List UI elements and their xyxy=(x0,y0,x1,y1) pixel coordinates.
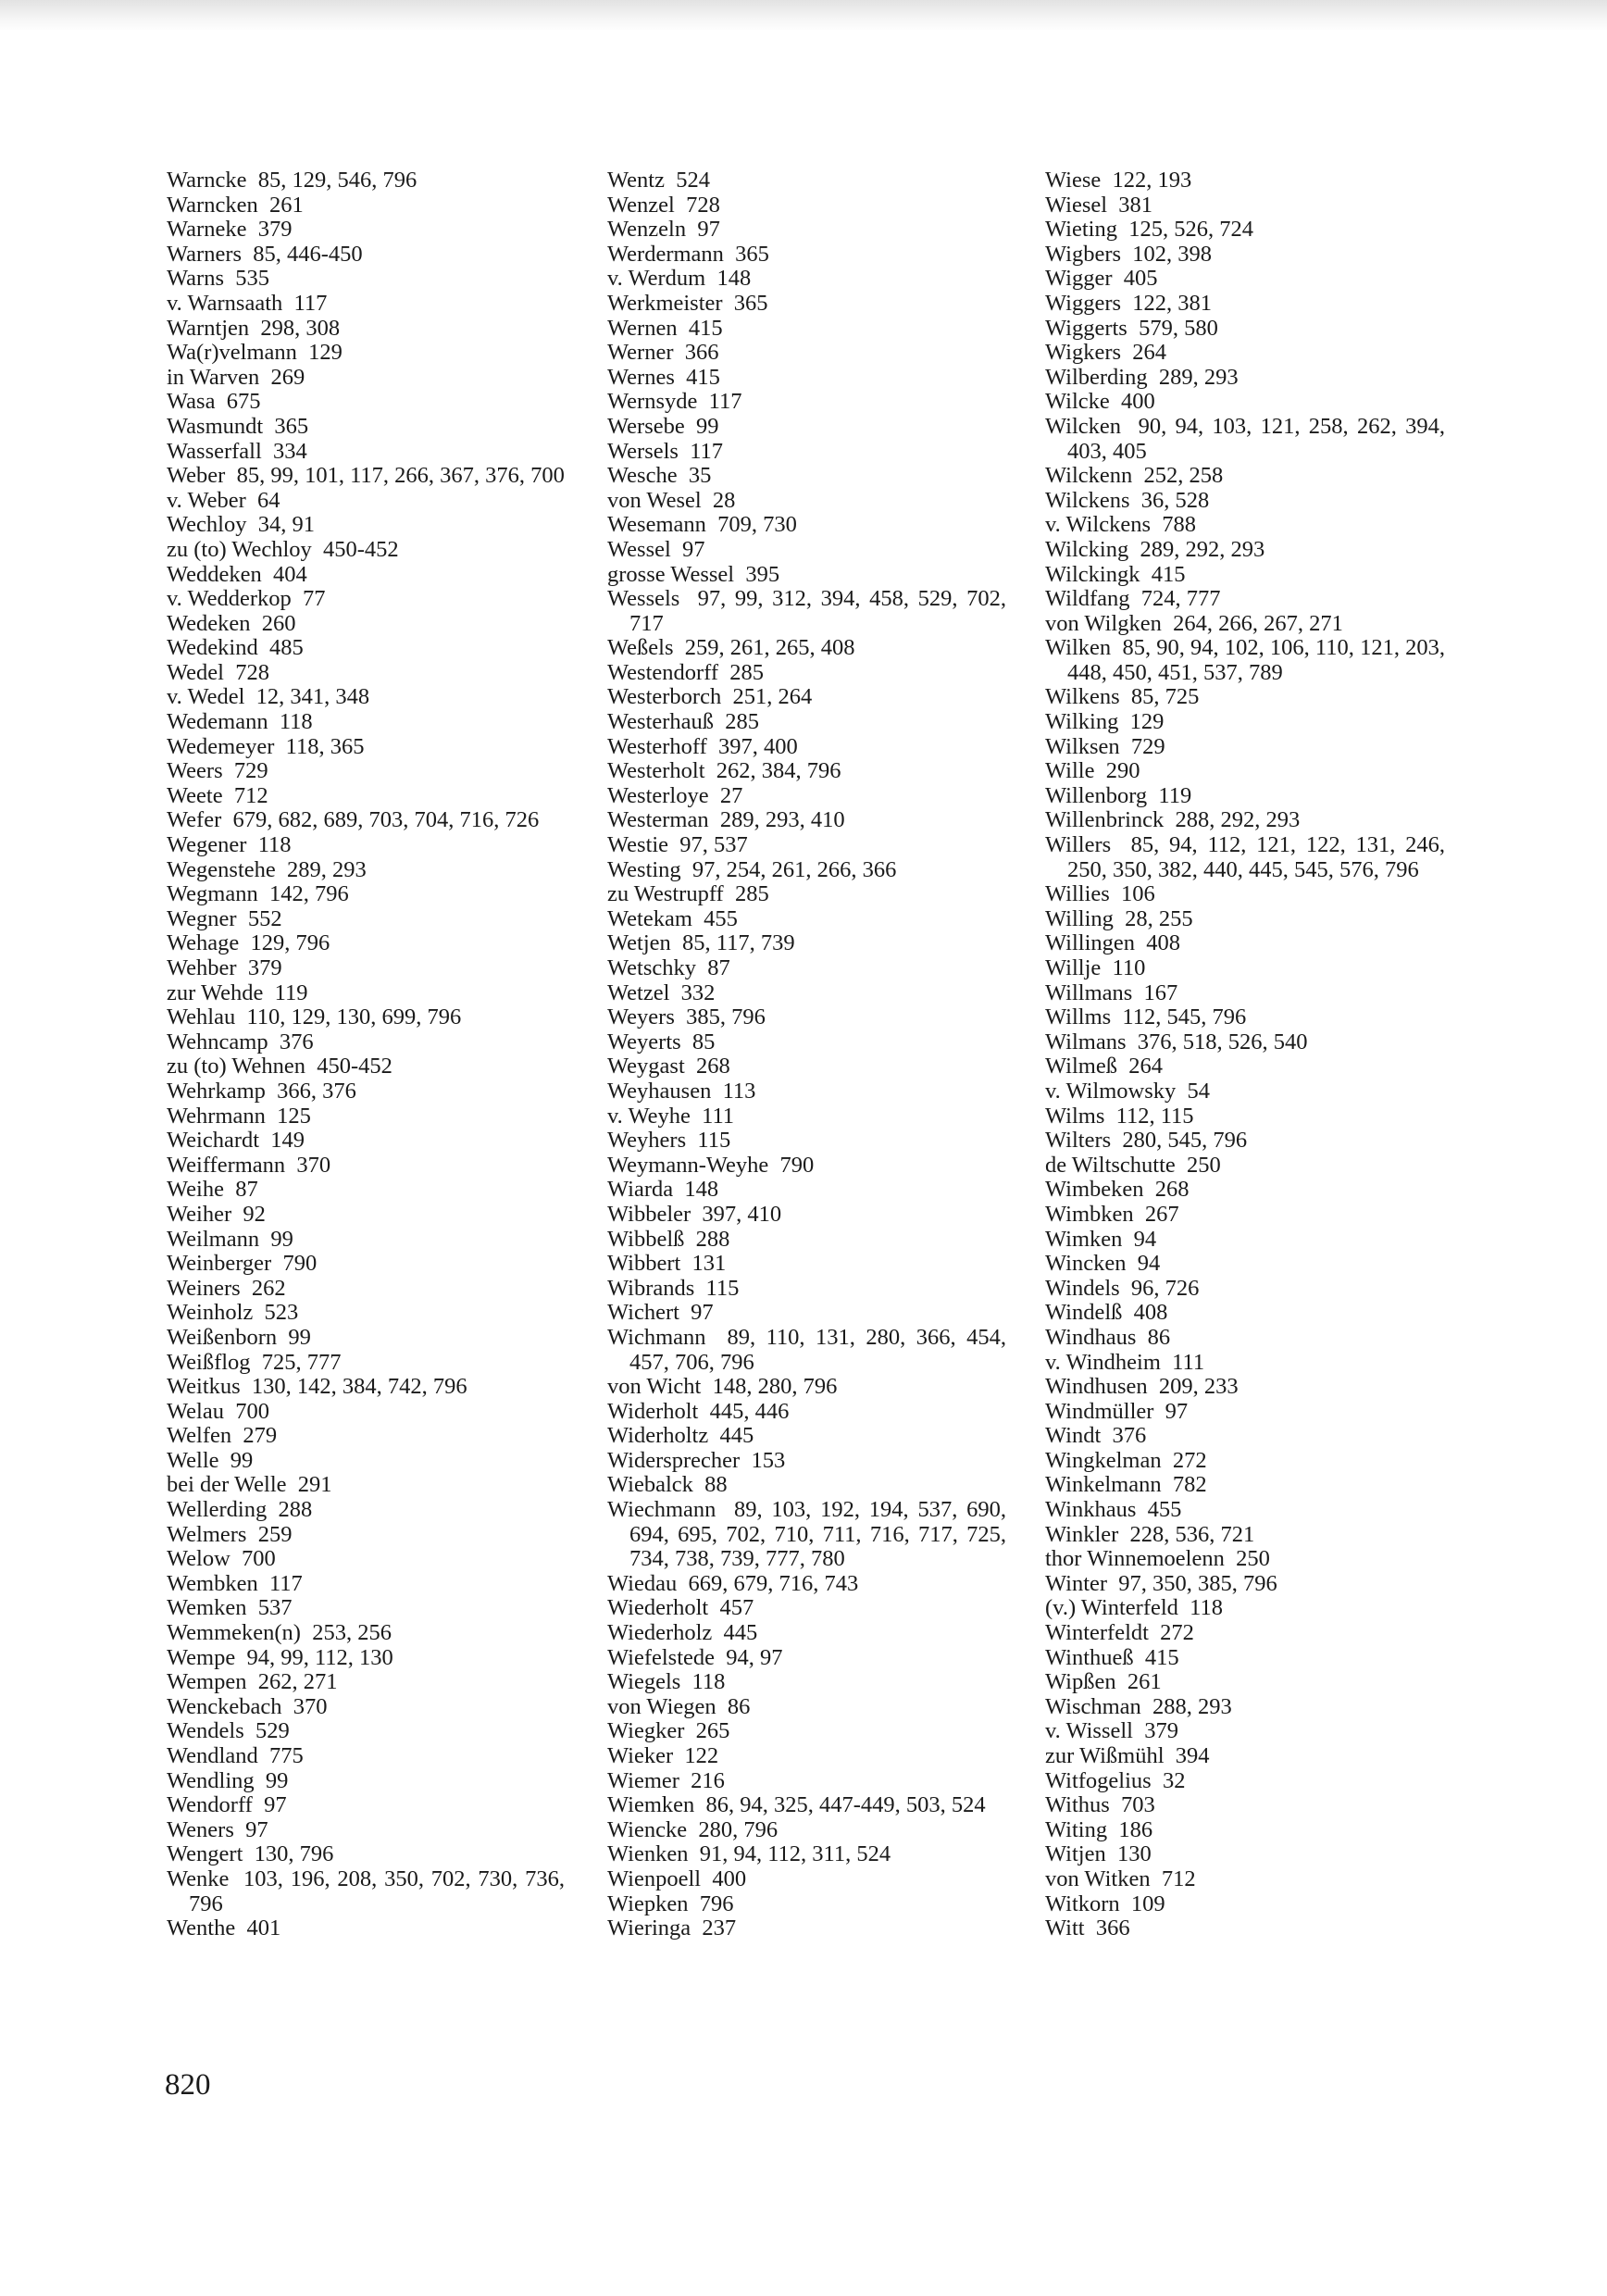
index-entry: Wilcken 90, 94, 103, 121, 258, 262, 394, 403, 405 xyxy=(1045,413,1451,464)
index-entry: Wernes 415 xyxy=(607,364,720,390)
index-entry: Windhaus 86 xyxy=(1045,1324,1171,1350)
index-entry: Weiners 262 xyxy=(167,1275,286,1301)
index-entry: Wimken 94 xyxy=(1045,1226,1157,1252)
index-entry: Windmüller 97 xyxy=(1045,1398,1189,1424)
index-entry: Windt 376 xyxy=(1045,1423,1147,1449)
index-entry: Witkorn 109 xyxy=(1045,1890,1165,1916)
index-entry: Wieker 122 xyxy=(607,1743,719,1768)
index-entry: v. Wissell 379 xyxy=(1045,1718,1178,1744)
index-entry: Wibbeler 397, 410 xyxy=(607,1201,782,1227)
index-entry: Weddeken 404 xyxy=(167,561,307,587)
index-entry: Wa(r)velmann 129 xyxy=(167,340,343,366)
index-entry: zu (to) Wehnen 450-452 xyxy=(167,1054,392,1079)
index-entry: Wenke 103, 196, 208, 350, 702, 730, 736, 796 xyxy=(167,1866,571,1916)
index-entry: Wentz 524 xyxy=(607,168,710,193)
index-entry: Wibbert 131 xyxy=(607,1251,727,1277)
index-entry: Wiederholt 457 xyxy=(607,1595,754,1621)
index-entry: Winthueß 415 xyxy=(1045,1644,1179,1670)
index-entry: Windels 96, 726 xyxy=(1045,1275,1200,1301)
index-entry: Wiarda 148 xyxy=(607,1177,719,1203)
index-entry: Wernen 415 xyxy=(607,315,723,341)
index-entry: Wetekam 455 xyxy=(607,905,738,931)
index-entry: Westerman 289, 293, 410 xyxy=(607,807,845,833)
index-entry: Wincken 94 xyxy=(1045,1251,1161,1277)
index-entry: Wiggerts 579, 580 xyxy=(1045,315,1218,341)
index-entry: Willje 110 xyxy=(1045,955,1146,980)
index-entry: Wegner 552 xyxy=(167,905,282,931)
index-entry: Wilcking 289, 292, 293 xyxy=(1045,536,1265,562)
index-entry: Wegener 118 xyxy=(167,832,292,858)
index-entry: Weers 729 xyxy=(167,758,268,784)
index-entry: Wiedau 669, 679, 716, 743 xyxy=(607,1570,859,1596)
index-entry: Wilken 85, 90, 94, 102, 106, 110, 121, 203, 448, 450, 451, 537, 789 xyxy=(1045,635,1451,685)
index-entry: Weyers 385, 796 xyxy=(607,1004,766,1030)
index-entry: v. Windheim 111 xyxy=(1045,1349,1205,1375)
index-entry: Witt 366 xyxy=(1045,1915,1130,1941)
index-entry: zu Westrupff 285 xyxy=(607,881,769,907)
index-entry: (v.) Winterfeld 118 xyxy=(1045,1595,1224,1621)
index-entry: Wilkens 85, 725 xyxy=(1045,684,1200,710)
index-entry: Wehncamp 376 xyxy=(167,1029,314,1054)
index-entry: Windhusen 209, 233 xyxy=(1045,1374,1239,1400)
index-entry: Wedeken 260 xyxy=(167,610,296,636)
index-entry: Winter 97, 350, 385, 796 xyxy=(1045,1570,1277,1596)
index-entry: Wefer 679, 682, 689, 703, 704, 716, 726 xyxy=(167,807,540,833)
index-entry: Wieringa 237 xyxy=(607,1915,737,1941)
index-entry: Westerhauß 285 xyxy=(607,709,760,735)
index-entry: Weßels 259, 261, 265, 408 xyxy=(607,635,855,661)
index-entry: Wilckenn 252, 258 xyxy=(1045,463,1224,489)
index-entry: Willenborg 119 xyxy=(1045,782,1192,808)
index-entry: Winkler 228, 536, 721 xyxy=(1045,1521,1255,1547)
index-column-1 xyxy=(167,168,571,1941)
index-entry: Wienpoell 400 xyxy=(607,1866,747,1891)
index-entry: Wellerding 288 xyxy=(167,1497,313,1523)
index-entry: Wille 290 xyxy=(1045,758,1140,784)
index-entry: Wiese 122, 193 xyxy=(1045,168,1192,193)
index-entry: thor Winnemoelenn 250 xyxy=(1045,1546,1270,1572)
index-entry: Wilmans 376, 518, 526, 540 xyxy=(1045,1029,1308,1054)
index-entry: Weyerts 85 xyxy=(607,1029,716,1054)
index-entry: Widersprecher 153 xyxy=(607,1447,786,1473)
index-entry: Wiebalck 88 xyxy=(607,1472,728,1498)
index-entry: Wedekind 485 xyxy=(167,635,304,661)
index-entry: v. Weber 64 xyxy=(167,487,280,513)
index-entry: Winkelmann 782 xyxy=(1045,1472,1207,1498)
index-entry: Weyhers 115 xyxy=(607,1128,731,1154)
index-entry: Wempe 94, 99, 112, 130 xyxy=(167,1644,393,1670)
index-column-2 xyxy=(607,168,1013,1941)
index-entry: v. Wedel 12, 341, 348 xyxy=(167,684,370,710)
index-entry: in Warven 269 xyxy=(167,364,305,390)
index-entry: von Wesel 28 xyxy=(607,487,736,513)
index-entry: Wibrands 115 xyxy=(607,1275,740,1301)
index-entry: Wetjen 85, 117, 739 xyxy=(607,930,795,956)
index-entry: Weihe 87 xyxy=(167,1177,258,1203)
index-entry: Wibbelß 288 xyxy=(607,1226,730,1252)
index-entry: Wilking 129 xyxy=(1045,709,1165,735)
index-entry: Weichardt 149 xyxy=(167,1128,305,1154)
index-entry: Wimbken 267 xyxy=(1045,1201,1179,1227)
index-column-3 xyxy=(1045,168,1451,1941)
index-entry: Wehlau 110, 129, 130, 699, 796 xyxy=(167,1004,462,1030)
index-entry: Wemmeken(n) 253, 256 xyxy=(167,1620,392,1646)
index-entry: Wersebe 99 xyxy=(607,413,719,439)
index-entry: Widerholtz 445 xyxy=(607,1423,754,1449)
index-entry: Westerholt 262, 384, 796 xyxy=(607,758,841,784)
index-entry: Wenzeln 97 xyxy=(607,217,720,243)
index-entry: Weißflog 725, 777 xyxy=(167,1349,342,1375)
index-entry: zur Wehde 119 xyxy=(167,980,308,1005)
index-entry: Wilmeß 264 xyxy=(1045,1054,1163,1079)
index-entry: Weitkus 130, 142, 384, 742, 796 xyxy=(167,1374,467,1400)
index-entry: Wigbers 102, 398 xyxy=(1045,241,1213,267)
index-entry: Wessels 97, 99, 312, 394, 458, 529, 702, 717 xyxy=(607,586,1013,636)
index-entry: v. Wilmowsky 54 xyxy=(1045,1078,1211,1104)
index-entry: Wesemann 709, 730 xyxy=(607,512,797,538)
index-entry: Wegmann 142, 796 xyxy=(167,881,349,907)
index-entry: Wendorff 97 xyxy=(167,1792,287,1818)
index-entry: Weners 97 xyxy=(167,1816,268,1842)
index-entry: Wenthe 401 xyxy=(167,1915,281,1941)
index-entry: Wiederholz 445 xyxy=(607,1620,758,1646)
index-entry: Wendels 529 xyxy=(167,1718,290,1744)
index-entry: Warncke 85, 129, 546, 796 xyxy=(167,168,417,193)
index-entry: Witjen 130 xyxy=(1045,1841,1152,1867)
index-entry: Werkmeister 365 xyxy=(607,290,768,316)
index-entry: Willing 28, 255 xyxy=(1045,905,1193,931)
index-entry: Widerholt 445, 446 xyxy=(607,1398,790,1424)
index-entry: Wernsyde 117 xyxy=(607,389,742,415)
index-entry: Wienken 91, 94, 112, 311, 524 xyxy=(607,1841,891,1867)
index-entry: Wigkers 264 xyxy=(1045,340,1167,366)
index-entry: Willms 112, 545, 796 xyxy=(1045,1004,1247,1030)
index-entry: Wimbeken 268 xyxy=(1045,1177,1190,1203)
index-entry: Wendling 99 xyxy=(167,1767,289,1793)
index-entry: Wilckens 36, 528 xyxy=(1045,487,1210,513)
index-entry: Wengert 130, 796 xyxy=(167,1841,334,1867)
index-entry: Wingkelman 272 xyxy=(1045,1447,1207,1473)
index-entry: v. Wilckens 788 xyxy=(1045,512,1197,538)
index-entry: Wegenstehe 289, 293 xyxy=(167,856,367,882)
index-entry: v. Wedderkop 77 xyxy=(167,586,326,612)
index-entry: Wiepken 796 xyxy=(607,1890,734,1916)
index-entry: zur Wißmühl 394 xyxy=(1045,1743,1210,1768)
index-entry: Weißenborn 99 xyxy=(167,1324,311,1350)
index-entry: Welow 700 xyxy=(167,1546,276,1572)
index-entry: Wieting 125, 526, 724 xyxy=(1045,217,1253,243)
index-entry: Wiegels 118 xyxy=(607,1669,726,1695)
index-entry: Willies 106 xyxy=(1045,881,1155,907)
index-entry: Westerborch 251, 264 xyxy=(607,684,813,710)
index-entry: Warns 535 xyxy=(167,266,269,292)
index-entry: Wilms 112, 115 xyxy=(1045,1103,1194,1129)
index-entry: Wehrmann 125 xyxy=(167,1103,311,1129)
index-entry: Wedel 728 xyxy=(167,659,269,685)
index-entry: Westie 97, 537 xyxy=(607,832,748,858)
index-entry: Welfen 279 xyxy=(167,1423,278,1449)
index-entry: Wehrkamp 366, 376 xyxy=(167,1078,356,1104)
index-entry: Westing 97, 254, 261, 266, 366 xyxy=(607,856,897,882)
index-entry: Witfogelius 32 xyxy=(1045,1767,1186,1793)
index-entry: v. Weyhe 111 xyxy=(607,1103,735,1129)
index-entry: Weinberger 790 xyxy=(167,1251,318,1277)
index-entry: Welle 99 xyxy=(167,1447,254,1473)
index-entry: Weete 712 xyxy=(167,782,268,808)
index-entry: v. Werdum 148 xyxy=(607,266,752,292)
index-entry: Weyhausen 113 xyxy=(607,1078,756,1104)
index-entry: Warneke 379 xyxy=(167,217,293,243)
index-entry: Warncken 261 xyxy=(167,192,304,218)
index-entry: Westerhoff 397, 400 xyxy=(607,733,798,759)
index-entry: Welau 700 xyxy=(167,1398,269,1424)
index-entry: Wempen 262, 271 xyxy=(167,1669,338,1695)
index-entry: Wilters 280, 545, 796 xyxy=(1045,1128,1248,1154)
index-entry: Weygast 268 xyxy=(607,1054,730,1079)
index-entry: Wehage 129, 796 xyxy=(167,930,330,956)
index-entry: Wilberding 289, 293 xyxy=(1045,364,1239,390)
index-entry: Westerloye 27 xyxy=(607,782,743,808)
index-entry: Wipßen 261 xyxy=(1045,1669,1162,1695)
index-entry: Werdermann 365 xyxy=(607,241,769,267)
index-entry: Wiemken 86, 94, 325, 447-449, 503, 524 xyxy=(607,1792,986,1818)
index-entry: bei der Welle 291 xyxy=(167,1472,332,1498)
index-entry: Wenzel 728 xyxy=(607,192,720,218)
index-entry: Willenbrinck 288, 292, 293 xyxy=(1045,807,1301,833)
index-entry: grosse Wessel 395 xyxy=(607,561,780,587)
index-entry: Weber 85, 99, 101, 117, 266, 367, 376, 700 xyxy=(167,463,565,489)
index-entry: Wembken 117 xyxy=(167,1570,303,1596)
index-entry: Wetschky 87 xyxy=(607,955,730,980)
index-entry: Wasserfall 334 xyxy=(167,438,307,464)
index-entry: Wessel 97 xyxy=(607,536,705,562)
index-entry: Weinholz 523 xyxy=(167,1300,299,1326)
index-entry: Weymann-Weyhe 790 xyxy=(607,1152,815,1178)
index-entry: Warntjen 298, 308 xyxy=(167,315,341,341)
index-entry: Wesche 35 xyxy=(607,463,712,489)
index-entry: von Wicht 148, 280, 796 xyxy=(607,1374,838,1400)
index-entry: Warners 85, 446-450 xyxy=(167,241,363,267)
index-entry: Wiegker 265 xyxy=(607,1718,730,1744)
index-entry: Wedemeyer 118, 365 xyxy=(167,733,365,759)
index-entry: Wiesel 381 xyxy=(1045,192,1153,218)
index-entry: von Wilgken 264, 266, 267, 271 xyxy=(1045,610,1343,636)
index-entry: Witing 186 xyxy=(1045,1816,1153,1842)
index-entry: Wemken 537 xyxy=(167,1595,293,1621)
index-entry: Wilckingk 415 xyxy=(1045,561,1186,587)
index-entry: Wenckebach 370 xyxy=(167,1693,328,1719)
index-entry: Winterfeldt 272 xyxy=(1045,1620,1194,1646)
index-entry: Wiefelstede 94, 97 xyxy=(607,1644,783,1670)
index-entry: Wehber 379 xyxy=(167,955,282,980)
index-entry: de Wiltschutte 250 xyxy=(1045,1152,1221,1178)
index-entry: Wasa 675 xyxy=(167,389,261,415)
index-entry: Willmans 167 xyxy=(1045,980,1178,1005)
index-entry: v. Warnsaath 117 xyxy=(167,290,328,316)
index-entry: Wichert 97 xyxy=(607,1300,714,1326)
index-entry: Willingen 408 xyxy=(1045,930,1180,956)
scan-top-shadow xyxy=(0,0,1607,31)
index-entry: von Wiegen 86 xyxy=(607,1693,751,1719)
index-entry: Winkhaus 455 xyxy=(1045,1497,1182,1523)
index-entry: Welmers 259 xyxy=(167,1521,293,1547)
index-entry: Wischman 288, 293 xyxy=(1045,1693,1232,1719)
index-entry: Wiemer 216 xyxy=(607,1767,725,1793)
page-number: 820 xyxy=(165,2068,211,2102)
index-entry: Wasmundt 365 xyxy=(167,413,309,439)
index-entry: Wendland 775 xyxy=(167,1743,304,1768)
index-entry: Wersels 117 xyxy=(607,438,724,464)
index-entry: Wechloy 34, 91 xyxy=(167,512,315,538)
index-entry: Wiechmann 89, 103, 192, 194, 537, 690, 694, 695, 702, 710, 711, 716, 717, 725, 734, 738, 739, 777, 780 xyxy=(607,1497,1013,1572)
index-entry: Wiggers 122, 381 xyxy=(1045,290,1213,316)
index-entry: Windelß 408 xyxy=(1045,1300,1168,1326)
index-entry: Withus 703 xyxy=(1045,1792,1155,1818)
index-entry: Wedemann 118 xyxy=(167,709,313,735)
index-entry: Weiher 92 xyxy=(167,1201,266,1227)
index-entry: zu (to) Wechloy 450-452 xyxy=(167,536,399,562)
index-entry: Weilmann 99 xyxy=(167,1226,293,1252)
index-entry: Wetzel 332 xyxy=(607,980,716,1005)
index-entry: Wilcke 400 xyxy=(1045,389,1155,415)
index-entry: Wigger 405 xyxy=(1045,266,1158,292)
index-entry: Werner 366 xyxy=(607,340,719,366)
index-entry: Westendorff 285 xyxy=(607,659,765,685)
index-entry: Wiencke 280, 796 xyxy=(607,1816,779,1842)
index-entry: Willers 85, 94, 112, 121, 122, 131, 246, 250, 350, 382, 440, 445, 545, 576, 796 xyxy=(1045,832,1451,882)
index-entry: Wilksen 729 xyxy=(1045,733,1165,759)
index-entry: Weiffermann 370 xyxy=(167,1152,331,1178)
index-entry: Wichmann 89, 110, 131, 280, 366, 454, 457, 706, 796 xyxy=(607,1324,1013,1375)
index-entry: von Witken 712 xyxy=(1045,1866,1196,1891)
index-entry: Wildfang 724, 777 xyxy=(1045,586,1221,612)
